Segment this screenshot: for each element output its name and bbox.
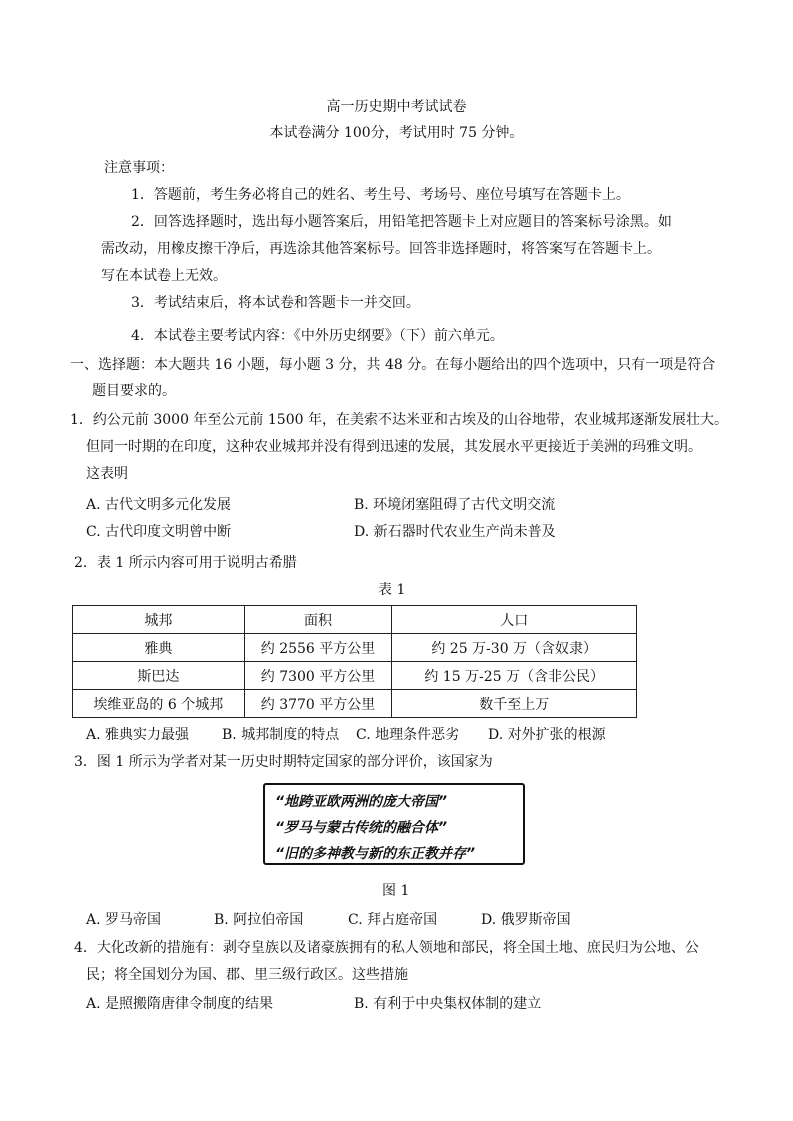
q1-option-c: C. 古代印度文明曾中断 xyxy=(86,524,232,540)
q2-option-a: A. 雅典实力最强 xyxy=(86,727,190,743)
q4-stem-line-2: 民；将全国划分为国、郡、里三级行政区。这些措施 xyxy=(86,967,408,983)
exam-info: 本试卷满分 100分，考试用时 75 分钟。 xyxy=(269,125,524,141)
notice-item-1: 1．答题前，考生务必将自己的姓名、考生号、考场号、座位号填写在答题卡上。 xyxy=(131,187,630,203)
page-title: 高一历史期中考试试卷 xyxy=(326,99,467,115)
q1-option-b: B. 环境闭塞阻碍了古代文明交流 xyxy=(354,497,556,513)
figure-caption: 图 1 xyxy=(382,883,410,899)
quote-line: “旧的多神教与新的东正教并存” xyxy=(275,846,476,862)
section-heading-line-2: 题目要求的。 xyxy=(92,383,176,399)
table-cell: 约 15 万-25 万（含非公民） xyxy=(392,662,637,690)
table-header-cell: 人口 xyxy=(392,606,637,634)
q2-stem: 2．表 1 所示内容可用于说明古希腊 xyxy=(74,555,297,571)
table-cell: 数千至上万 xyxy=(392,690,637,718)
table-cell: 约 25 万-30 万（含奴隶） xyxy=(392,634,637,662)
notice-item-4: 4．本试卷主要考试内容：《中外历史纲要》（下）前六单元。 xyxy=(131,328,504,344)
q1-stem-line-3: 这表明 xyxy=(86,466,128,482)
table-cell: 约 3770 平方公里 xyxy=(244,690,392,718)
q2-option-c: C. 地理条件恶劣 xyxy=(356,727,460,743)
table-header-cell: 城邦 xyxy=(73,606,245,634)
notice-heading: 注意事项： xyxy=(104,160,174,176)
table-row xyxy=(73,634,637,662)
q4-option-b: B. 有利于中央集权体制的建立 xyxy=(354,996,542,1012)
q3-option-d: D. 俄罗斯帝国 xyxy=(481,912,571,928)
q1-option-a: A. 古代文明多元化发展 xyxy=(86,497,232,513)
quote-line: “罗马与蒙古传统的融合体” xyxy=(275,820,448,836)
q1-stem-line-1: 1．约公元前 3000 年至公元前 1500 年，在美索不达米亚和古埃及的山谷地带，农业城邦逐渐发展壮大。 xyxy=(70,412,728,428)
q3-stem: 3．图 1 所示为学者对某一历史时期特定国家的部分评价，该国家为 xyxy=(74,754,493,770)
table-header-cell: 面积 xyxy=(244,606,392,634)
table-row xyxy=(73,690,637,718)
q4-stem-line-1: 4．大化改新的措施有：剥夺皇族以及诸豪族拥有的私人领地和部民，将全国土地、庶民归为公地、公 xyxy=(74,940,699,956)
table-cell: 斯巴达 xyxy=(73,662,245,690)
q3-option-b: B. 阿拉伯帝国 xyxy=(214,912,304,928)
figure-1-quote-box xyxy=(263,783,525,865)
table-row xyxy=(73,662,637,690)
q1-stem-line-2: 但同一时期的在印度，这种农业城邦并没有得到迅速的发展，其发展水平更接近于美洲的玛雅文明。 xyxy=(86,439,702,455)
q3-option-a: A. 罗马帝国 xyxy=(86,912,162,928)
notice-item-2-line-3: 写在本试卷上无效。 xyxy=(101,268,227,284)
table-header-row xyxy=(73,606,637,634)
q4-option-a: A. 是照搬隋唐律令制度的结果 xyxy=(86,996,274,1012)
quote-line: “地跨亚欧两洲的庞大帝国” xyxy=(275,794,448,810)
table-cell: 约 7300 平方公里 xyxy=(244,662,392,690)
q2-option-b: B. 城邦制度的特点 xyxy=(222,727,340,743)
notice-item-2-line-2: 需改动，用橡皮擦干净后，再选涂其他答案标号。回答非选择题时，将答案写在答题卡上。 xyxy=(101,241,661,257)
notice-item-2-line-1: 2．回答选择题时，选出每小题答案后，用铅笔把答题卡上对应题目的答案标号涂黑。如 xyxy=(131,214,672,230)
q3-option-c: C. 拜占庭帝国 xyxy=(348,912,438,928)
table-caption: 表 1 xyxy=(378,582,406,598)
table-cell: 埃维亚岛的 6 个城邦 xyxy=(73,690,245,718)
notice-item-3: 3．考试结束后，将本试卷和答题卡一并交回。 xyxy=(131,295,420,311)
section-heading-line-1: 一、选择题：本大题共 16 小题，每小题 3 分，共 48 分。在每小题给出的四个选项中，只有一项是符合 xyxy=(70,357,716,373)
city-state-table xyxy=(72,605,637,718)
q2-option-d: D. 对外扩张的根源 xyxy=(488,727,606,743)
q1-option-d: D. 新石器时代农业生产尚未普及 xyxy=(354,524,556,540)
table-cell: 雅典 xyxy=(73,634,245,662)
table-cell: 约 2556 平方公里 xyxy=(244,634,392,662)
